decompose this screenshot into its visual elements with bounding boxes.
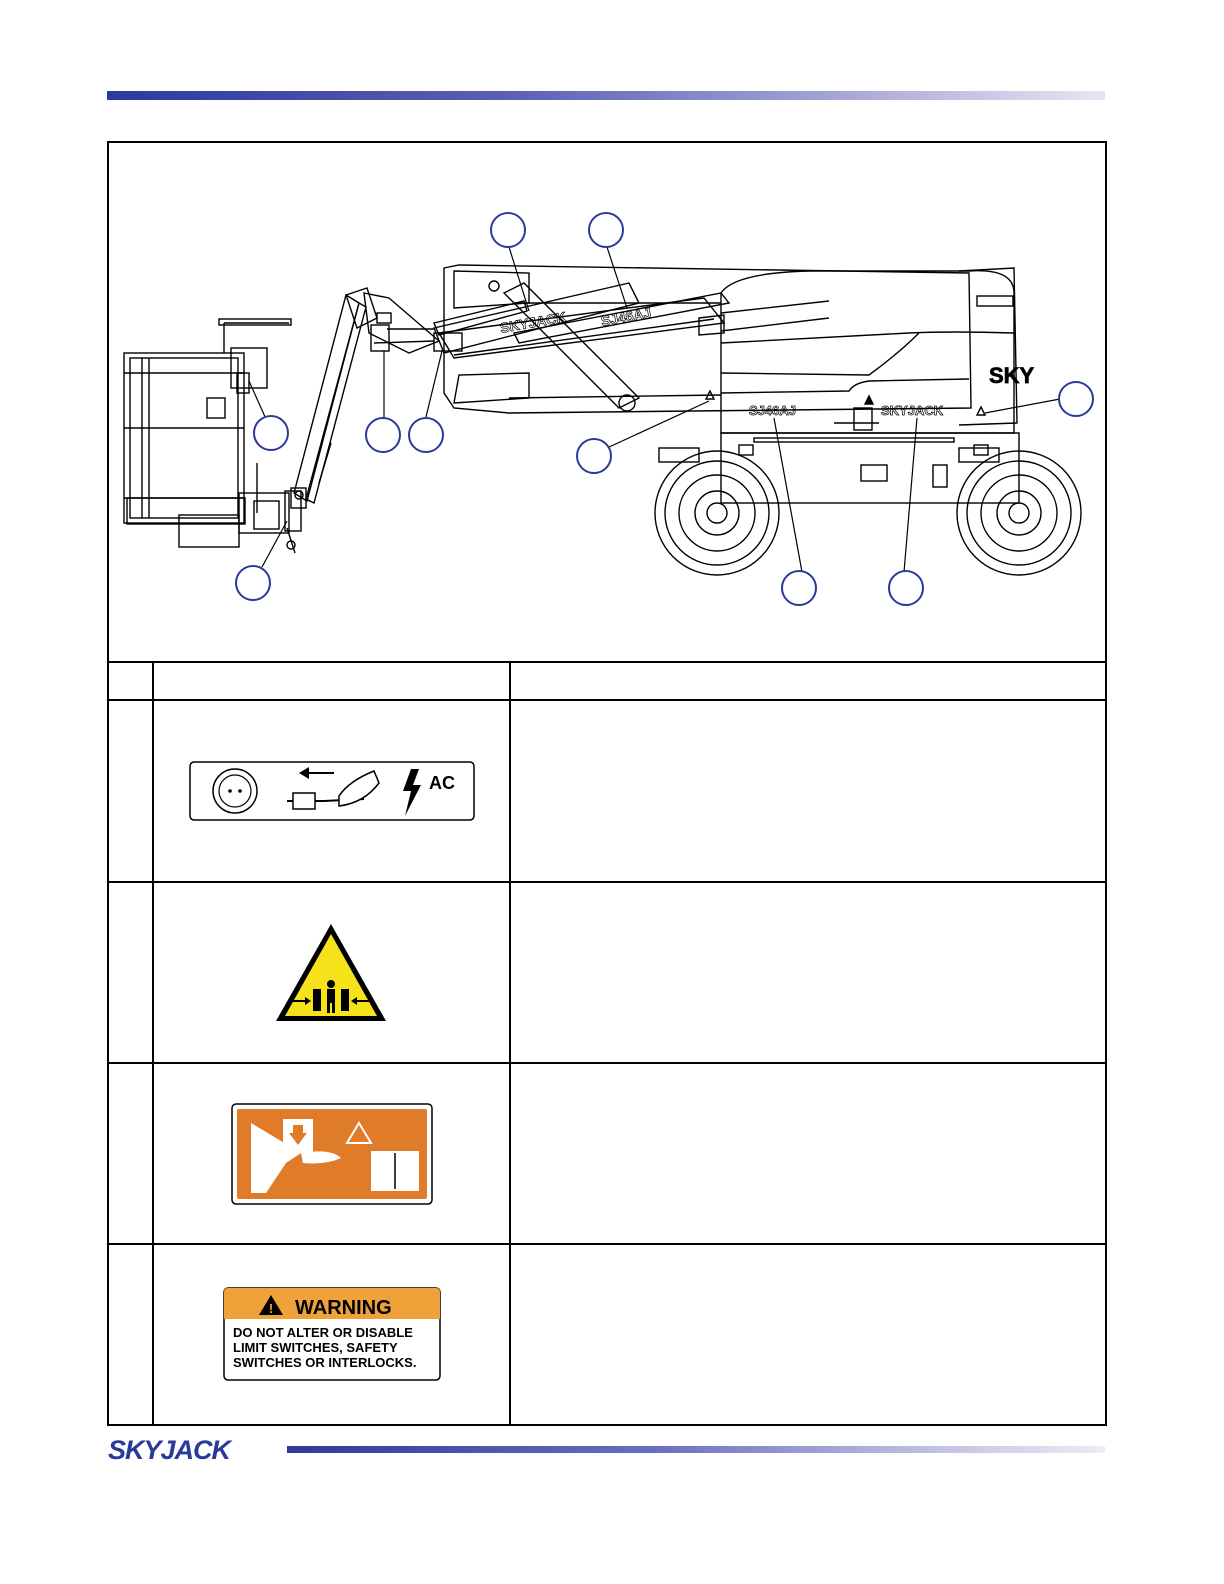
boom-lift-drawing [109, 143, 1105, 661]
warning-limit-switches-decal [223, 1287, 443, 1383]
drive-chassis [655, 433, 1081, 575]
hand-crush-read-manual-decal [231, 1103, 435, 1207]
machine-illustration [109, 143, 1105, 661]
jib-arm [285, 288, 377, 553]
callout-marker [254, 416, 288, 450]
table-col-rule [152, 661, 154, 1424]
table-header-rule [109, 699, 1105, 701]
callout-marker [236, 566, 270, 600]
crush-hazard-triangle-decal [273, 921, 389, 1025]
callout-marker [782, 571, 816, 605]
ac-power-inlet-decal [189, 761, 477, 823]
callout-marker [366, 418, 400, 452]
callout-marker [491, 213, 525, 247]
header-rule [107, 91, 1105, 100]
warning-line-3: SWITCHES OR INTERLOCKS. [233, 1355, 417, 1370]
table-row-rule [109, 881, 1105, 883]
warning-title: WARNING [295, 1297, 392, 1319]
warning-line-2: LIMIT SWITCHES, SAFETY [233, 1340, 398, 1355]
footer-rule [287, 1446, 1105, 1453]
callout-marker [1059, 382, 1093, 416]
decal-location-figure [107, 141, 1107, 1426]
callout-marker [589, 213, 623, 247]
counterweight-brand-text: SKY [989, 363, 1035, 388]
chassis-brand-text: SKYJACK [881, 403, 944, 418]
table-top-rule [109, 661, 1105, 663]
table-col-rule [509, 661, 511, 1424]
boom-model-text: SJ46AJ [599, 304, 653, 329]
skyjack-logo: SKYJACK [108, 1435, 231, 1465]
svg-text:!: ! [268, 1301, 274, 1316]
boom-brand-text: SKYJACK [498, 308, 568, 336]
table-row-rule [109, 1062, 1105, 1064]
callout-marker [577, 439, 611, 473]
callout-marker [889, 571, 923, 605]
ac-label: AC [429, 773, 455, 793]
callout-marker [409, 418, 443, 452]
chassis-model-text: SJ46AJ [749, 403, 796, 418]
table-row-rule [109, 1243, 1105, 1245]
warning-line-1: DO NOT ALTER OR DISABLE [233, 1325, 413, 1340]
